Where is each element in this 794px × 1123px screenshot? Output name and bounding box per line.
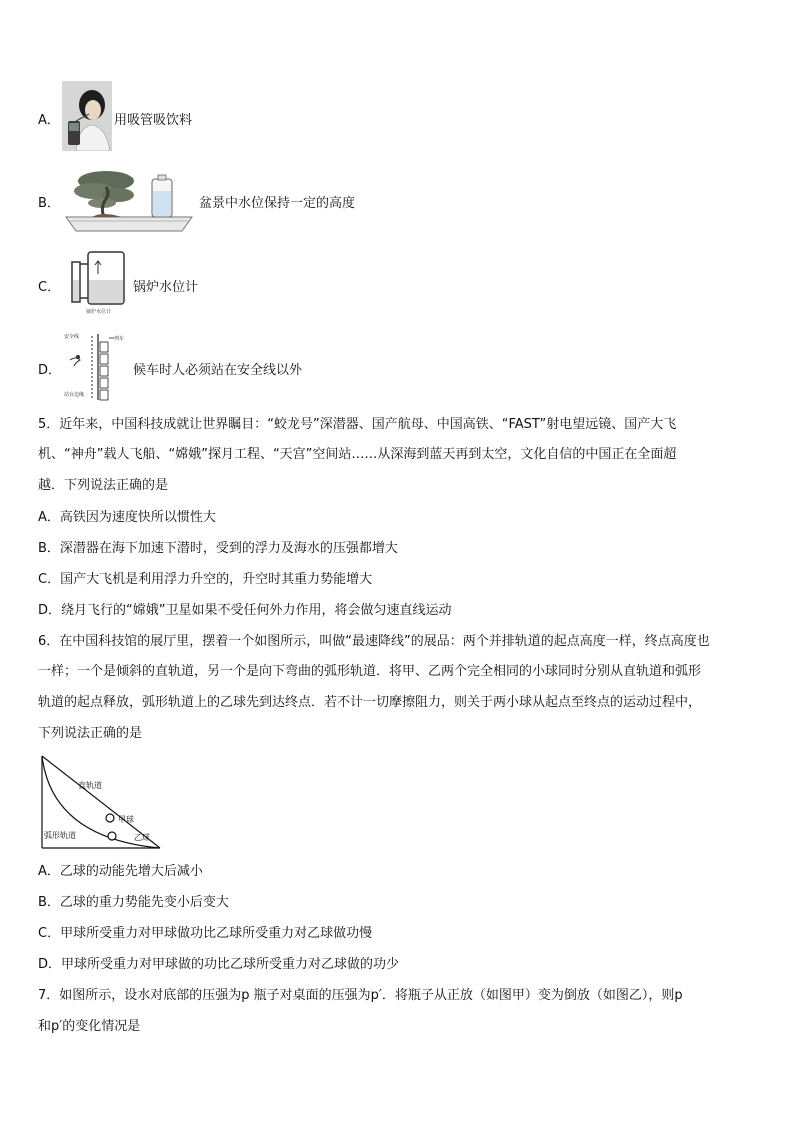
q7-stem-line-2: 和p′的变化情况是 bbox=[38, 1019, 141, 1034]
q5-stem-line-3: 越．下列说法正确的是 bbox=[38, 478, 169, 493]
q6-stem-line-3: 轨道的起点释放，弧形轨道上的乙球先到达终点．若不计一切摩擦阻力，则关于两小球从起点至终点的运动过程中， bbox=[38, 695, 702, 710]
ball-jia bbox=[106, 814, 114, 822]
option-text: 锅炉水位计 bbox=[133, 280, 199, 295]
q5-stem-line-1: 5．近年来，中国科技成就让世界瞩目：“蛟龙号”深潜器、国产航母、中国高铁、“FAST”射电望远镜、国产大飞 bbox=[38, 417, 677, 432]
q5-option-d: D．绕月飞行的“嫦娥”卫星如果不受任何外力作用，将会做匀速直线运动 bbox=[38, 603, 452, 618]
platform-safety-line-image bbox=[62, 330, 132, 402]
q7-stem-line-1: 7．如图所示，设水对底部的压强为p 瓶子对桌面的压强为p′．将瓶子从正放（如图甲）变为倒放（如图乙），则p bbox=[38, 988, 683, 1003]
curved-track-label: 弧形轨道 bbox=[44, 831, 76, 840]
q6-option-b: B．乙球的重力势能先变小后变大 bbox=[38, 895, 229, 910]
option-text: 盆景中水位保持一定的高度 bbox=[199, 196, 356, 211]
train-label: 列车 bbox=[114, 336, 125, 342]
option-text: 候车时人必须站在安全线以外 bbox=[133, 363, 303, 378]
ball-yi-label: 乙球 bbox=[134, 833, 150, 842]
q5-option-c: C．国产大飞机是利用浮力升空的，升空时其重力势能增大 bbox=[38, 572, 373, 587]
option-letter: A． bbox=[38, 113, 60, 128]
option-text: 用吸管吸饮料 bbox=[114, 113, 193, 128]
q5-option-b: B．深潜器在海下加速下潜时，受到的浮力及海水的压强都增大 bbox=[38, 541, 398, 556]
q6-stem-line-2: 一样；一个是倾斜的直轨道，另一个是向下弯曲的弧形轨道．将甲、乙两个完全相同的小球同时分别从直轨道和弧形 bbox=[38, 664, 702, 679]
option-letter: C． bbox=[38, 280, 61, 295]
q6-option-d: D．甲球所受重力对甲球做的功比乙球所受重力对乙球做的功少 bbox=[38, 957, 400, 972]
person-drinking-with-straw-image bbox=[62, 81, 112, 151]
q6-stem-line-1: 6．在中国科技馆的展厅里，摆着一个如图所示，叫做“最速降线”的展品：两个并排轨道的起点高度一样，终点高度也 bbox=[38, 634, 710, 649]
option-letter: D． bbox=[38, 363, 62, 378]
q6-option-c: C．甲球所受重力对甲球做功比乙球所受重力对乙球做功慢 bbox=[38, 926, 373, 941]
boiler-water-gauge-image bbox=[62, 248, 132, 316]
q6-stem-line-4: 下列说法正确的是 bbox=[38, 726, 143, 741]
ball-yi bbox=[108, 832, 116, 840]
option-letter: B． bbox=[38, 196, 60, 211]
q5-stem-line-2: 机、“神舟”载人飞船、“嫦娥”探月工程、“天宫”空间站……从深海到蓝天再到太空，文化自信的中国正在全面超 bbox=[38, 447, 677, 462]
straight-track-label: 直轨道 bbox=[78, 781, 102, 790]
brachistochrone-figure bbox=[38, 752, 168, 852]
q6-option-a: A．乙球的动能先增大后减小 bbox=[38, 864, 203, 879]
platform-label: 站台边缘 bbox=[64, 392, 85, 398]
bonsai-water-bottle-image bbox=[62, 163, 196, 235]
q5-option-a: A．高铁因为速度快所以惯性大 bbox=[38, 510, 216, 525]
safety-line-label: 安全线 bbox=[64, 334, 80, 340]
ball-jia-label: 甲球 bbox=[118, 815, 134, 824]
boiler-caption: 锅炉水位计 bbox=[86, 309, 112, 315]
